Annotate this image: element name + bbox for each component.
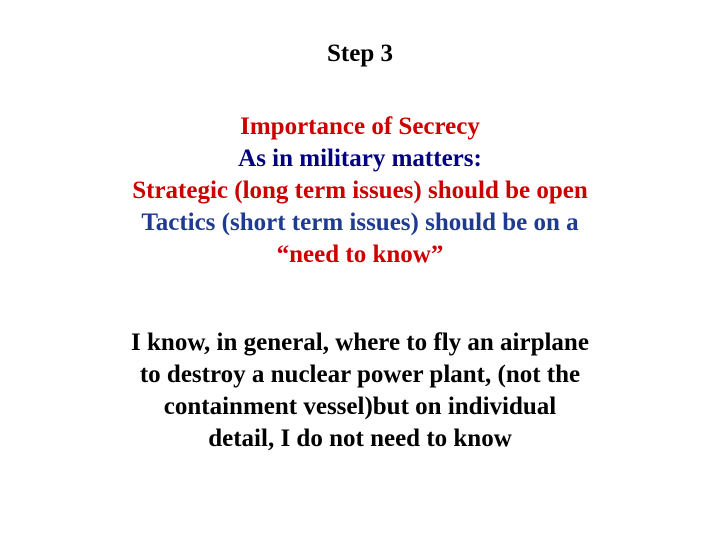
need-to-know-line: “need to know” xyxy=(276,241,444,268)
example-line-4: detail, I do not need to know xyxy=(208,425,512,452)
example-text-block xyxy=(0,327,720,455)
example-line-2: to destroy a nuclear power plant, (not the xyxy=(139,361,581,388)
example-line-1: I know, in general, where to fly an airplane xyxy=(131,329,589,356)
slide-title: Step 3 xyxy=(327,40,393,67)
secrecy-text-block xyxy=(0,111,720,271)
military-matters-line: As in military matters: xyxy=(238,145,482,172)
example-line-3: containment vessel)but on individual xyxy=(163,393,557,420)
heading-importance-of-secrecy: Importance of Secrecy xyxy=(240,113,480,140)
strategic-line: Strategic (long term issues) should be open xyxy=(132,177,588,204)
tactics-line: Tactics (short term issues) should be on a xyxy=(141,209,579,236)
